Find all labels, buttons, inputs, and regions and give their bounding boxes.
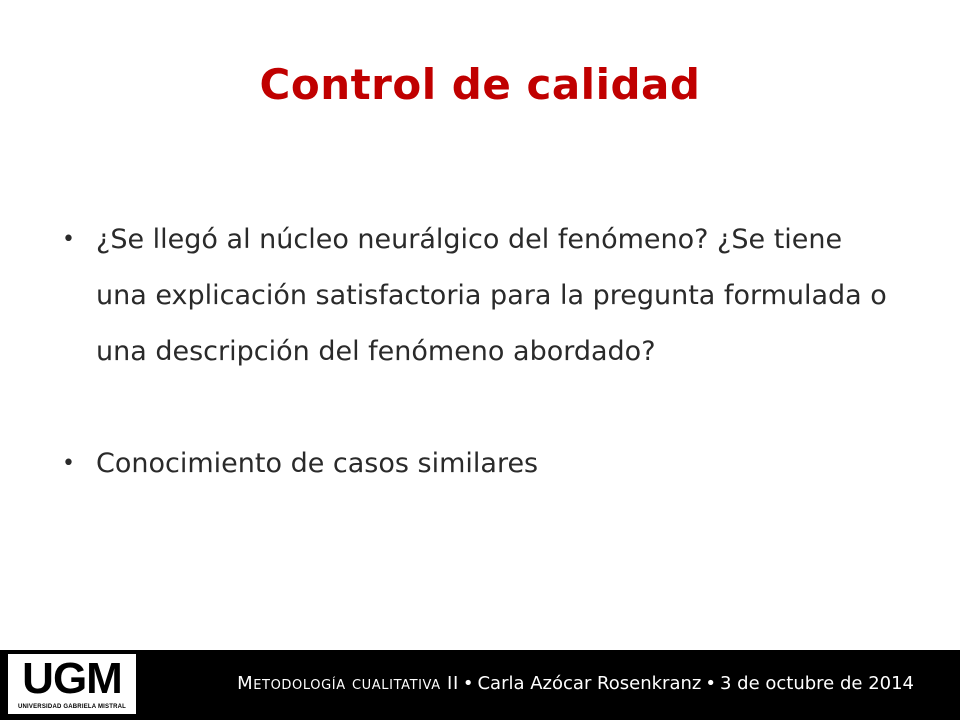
author-name: Carla Azócar Rosenkranz	[477, 673, 702, 694]
bullet-marker: •	[62, 227, 75, 252]
presentation-date: 3 de octubre de 2014	[719, 673, 914, 694]
bullet-text: ¿Se llegó al núcleo neurálgico del fenómeno? ¿Se tiene una explicación satisfactoria para la pregunta formulada o una descripción del fenómeno abordado?	[96, 224, 887, 367]
logo-letters: UGM	[22, 654, 122, 703]
bullet-text: Conocimiento de casos similares	[96, 448, 539, 479]
course-name: Metodología cualitativa II	[237, 673, 459, 694]
footer-bar	[0, 650, 960, 720]
bullet-list	[60, 212, 900, 492]
slide-title: Control de calidad	[259, 60, 701, 109]
separator-dot: •	[462, 673, 474, 694]
bullet-marker: •	[62, 451, 75, 476]
footer-caption	[237, 672, 914, 696]
bullet-item-2	[60, 436, 900, 492]
separator-dot: •	[705, 673, 716, 694]
logo-subtext: UNIVERSIDAD GABRIELA MISTRAL	[17, 704, 127, 710]
bullet-item-1	[60, 212, 900, 380]
ugm-logo	[8, 654, 136, 714]
